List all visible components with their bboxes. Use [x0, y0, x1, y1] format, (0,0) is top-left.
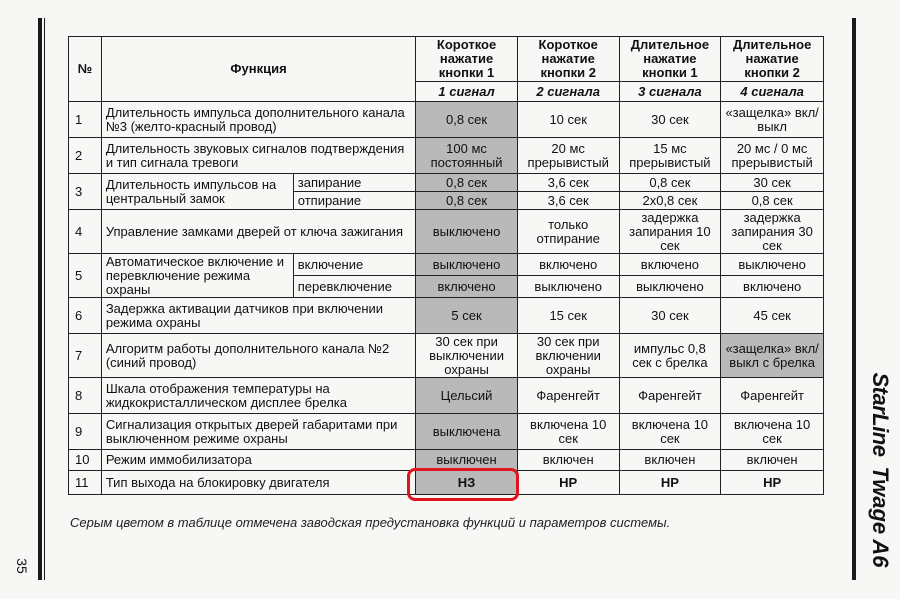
row-function: Автоматическое включение и перевключение режима охраны — [101, 254, 293, 298]
row-function: Алгоритм работы дополнительного канала №2 (синий провод) — [101, 334, 415, 378]
row-number: 2 — [69, 138, 102, 174]
row-number: 7 — [69, 334, 102, 378]
row-number: 10 — [69, 450, 102, 471]
table-row — [69, 298, 824, 334]
value-cell: 10 сек — [517, 102, 619, 138]
value-cell: 30 сек — [721, 174, 824, 192]
row-function: Сигнализация открытых дверей габаритами при выключенном режиме охраны — [101, 414, 415, 450]
value-cell: включен — [517, 450, 619, 471]
table-row — [69, 334, 824, 378]
table-row — [69, 174, 824, 192]
value-cell: НР — [517, 471, 619, 495]
row-number: 8 — [69, 378, 102, 414]
header-num: № — [69, 37, 102, 102]
header-function: Функция — [101, 37, 415, 102]
value-cell: включен — [721, 450, 824, 471]
table-row — [69, 378, 824, 414]
footnote: Серым цветом в таблице отмечена заводская предустановка функций и параметров системы. — [70, 515, 671, 530]
value-cell: НР — [721, 471, 824, 495]
value-cell: выключено — [619, 276, 721, 298]
value-cell: импульс 0,8 сек с брелка — [619, 334, 721, 378]
value-cell: 30 сек при выключении охраны — [416, 334, 518, 378]
value-cell: 0,8 сек — [416, 174, 518, 192]
value-cell: включен — [619, 450, 721, 471]
highlight-box — [407, 468, 519, 501]
value-cell: НЗ — [416, 471, 518, 495]
value-cell: выключено — [416, 254, 518, 276]
value-cell: задержка запирания 30 сек — [721, 210, 824, 254]
value-cell: Фаренгейт — [619, 378, 721, 414]
row-sub-label: отпирание — [293, 192, 416, 210]
signal-1: 1 сигнал — [416, 82, 518, 102]
value-cell: 0,8 сек — [416, 102, 518, 138]
value-cell: «защелка» вкл/выкл — [721, 102, 824, 138]
signal-3: 3 сигнала — [619, 82, 721, 102]
value-cell: включено — [619, 254, 721, 276]
row-function: Задержка активации датчиков при включении режима охраны — [101, 298, 415, 334]
right-margin-rule — [852, 18, 856, 580]
value-cell: включено — [517, 254, 619, 276]
value-cell: Фаренгейт — [721, 378, 824, 414]
value-cell: 30 сек — [619, 102, 721, 138]
header-col-2: Короткое нажатие кнопки 2 — [517, 37, 619, 82]
value-cell: 3,6 сек — [517, 174, 619, 192]
row-function: Режим иммобилизатора — [101, 450, 415, 471]
value-cell: 15 мс прерывистый — [619, 138, 721, 174]
signal-2: 2 сигнала — [517, 82, 619, 102]
value-cell: включено — [721, 276, 824, 298]
table-row — [69, 102, 824, 138]
left-margin-rule — [38, 18, 42, 580]
row-function: Длительность звуковых сигналов подтверждения и тип сигнала тревоги — [101, 138, 415, 174]
value-cell: 15 сек — [517, 298, 619, 334]
row-function: Тип выхода на блокировку двигателя — [101, 471, 415, 495]
value-cell: Фаренгейт — [517, 378, 619, 414]
left-margin-rule-thin — [44, 18, 45, 580]
row-number: 1 — [69, 102, 102, 138]
value-cell: включена 10 сек — [517, 414, 619, 450]
row-sub-label: перевключение — [293, 276, 416, 298]
value-cell: 20 мс / 0 мс прерывистый — [721, 138, 824, 174]
value-cell: 0,8 сек — [416, 192, 518, 210]
value-cell: 3,6 сек — [517, 192, 619, 210]
row-function: Длительность импульса дополнительного канала №3 (желто-красный провод) — [101, 102, 415, 138]
header-row — [69, 37, 824, 82]
page-number: 35 — [13, 558, 30, 574]
table-row — [69, 254, 824, 276]
value-cell: 0,8 сек — [721, 192, 824, 210]
row-number: 4 — [69, 210, 102, 254]
value-cell: включено — [416, 276, 518, 298]
value-cell: 45 сек — [721, 298, 824, 334]
value-cell: 30 сек — [619, 298, 721, 334]
brand-model: Twage A6 — [868, 466, 893, 568]
value-cell: Цельсий — [416, 378, 518, 414]
value-cell: 2х0,8 сек — [619, 192, 721, 210]
row-number: 11 — [69, 471, 102, 495]
value-cell: только отпирание — [517, 210, 619, 254]
value-cell: выключено — [416, 210, 518, 254]
value-cell: выключен — [416, 450, 518, 471]
value-cell: выключена — [416, 414, 518, 450]
value-cell: включена 10 сек — [721, 414, 824, 450]
settings-table — [68, 36, 824, 495]
table-row — [69, 210, 824, 254]
value-cell: включена 10 сек — [619, 414, 721, 450]
row-number: 9 — [69, 414, 102, 450]
row-function: Управление замками дверей от ключа зажигания — [101, 210, 415, 254]
value-cell: 30 сек при включении охраны — [517, 334, 619, 378]
header-col-3: Длительное нажатие кнопки 1 — [619, 37, 721, 82]
row-number: 3 — [69, 174, 102, 210]
row-number: 5 — [69, 254, 102, 298]
row-sub-label: запирание — [293, 174, 416, 192]
value-cell: 20 мс прерывистый — [517, 138, 619, 174]
value-cell: НР — [619, 471, 721, 495]
value-cell: 100 мс постоянный — [416, 138, 518, 174]
table-row — [69, 414, 824, 450]
value-cell: выключено — [721, 254, 824, 276]
signal-4: 4 сигнала — [721, 82, 824, 102]
value-cell: задержка запирания 10 сек — [619, 210, 721, 254]
row-number: 6 — [69, 298, 102, 334]
header-col-4: Длительное нажатие кнопки 2 — [721, 37, 824, 82]
header-col-1: Короткое нажатие кнопки 1 — [416, 37, 518, 82]
value-cell: выключено — [517, 276, 619, 298]
row-function: Шкала отображения температуры на жидкокристаллическом дисплее брелка — [101, 378, 415, 414]
table-row — [69, 138, 824, 174]
brand-label — [867, 372, 893, 567]
value-cell: 0,8 сек — [619, 174, 721, 192]
brand-name: StarLine — [868, 372, 893, 457]
value-cell: 5 сек — [416, 298, 518, 334]
row-sub-label: включение — [293, 254, 416, 276]
value-cell: «защелка» вкл/выкл с брелка — [721, 334, 824, 378]
row-function: Длительность импульсов на центральный замок — [101, 174, 293, 210]
